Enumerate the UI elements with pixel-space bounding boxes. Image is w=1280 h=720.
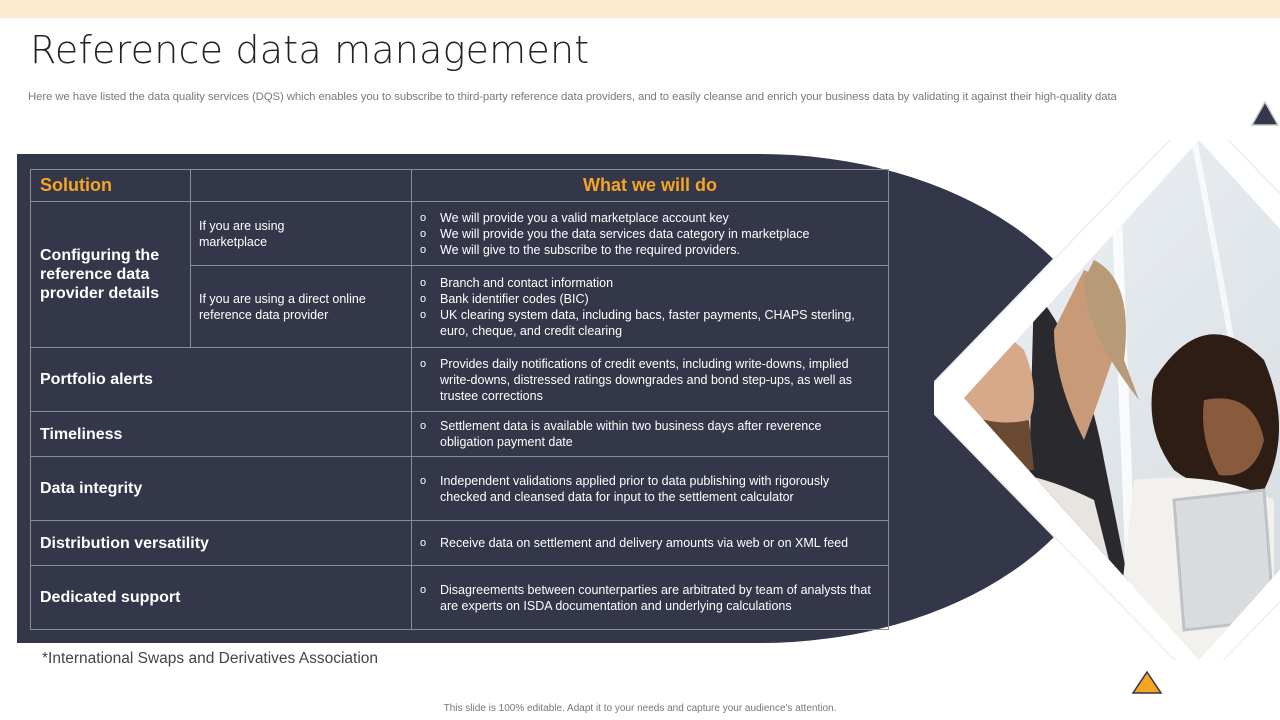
photo-diamond-frame <box>934 140 1280 660</box>
sub-direct-provider-label: If you are using a direct online reference data provider <box>199 291 366 322</box>
sub-marketplace <box>191 202 412 266</box>
slide-footer: This slide is 100% editable. Adapt it to your needs and capture your audience's attention. <box>443 703 837 714</box>
list-item: o Settlement data is available within two business days after reverence obligation payment date <box>420 418 878 450</box>
table-row <box>31 457 889 521</box>
list-item: o We will give to the subscribe to the required providers. <box>420 242 878 258</box>
list-item: o We will provide you a valid marketplace account key <box>420 210 878 226</box>
actions-distribution-versatility <box>412 521 889 566</box>
solution-configuring: Configuring the reference data provider details <box>31 202 191 348</box>
actions-timeliness <box>412 412 889 457</box>
footnote: *International Swaps and Derivatives Association <box>42 650 379 667</box>
reference-data-table <box>30 169 889 630</box>
table-row <box>31 521 889 566</box>
header-what-we-will-do: What we will do <box>412 170 889 202</box>
page-title: Reference data management <box>30 28 590 72</box>
sub-direct-provider <box>191 266 412 348</box>
list-item: o Independent validations applied prior to data publishing with rigorously checked and cleansed data for input to the settlement calculator <box>420 473 878 505</box>
table-row <box>31 412 889 457</box>
list-item: o Provides daily notifications of credit events, including write-downs, implied write-downs, distressed ratings downgrades and bond step-ups, as well as trustee corrections <box>420 356 878 404</box>
list-item: o Branch and contact information <box>420 275 878 291</box>
list-item: o Disagreements between counterparties are arbitrated by team of analysts that are experts on ISDA documentation and underlying calculations <box>420 582 878 614</box>
actions-marketplace <box>412 202 889 266</box>
header-blank <box>191 170 412 202</box>
actions-direct-provider <box>412 266 889 348</box>
solution-dedicated-support: Dedicated support <box>31 566 412 630</box>
list-item: o We will provide you the data services data category in marketplace <box>420 226 878 242</box>
actions-dedicated-support <box>412 566 889 630</box>
header-solution: Solution <box>31 170 191 202</box>
solution-distribution-versatility: Distribution versatility <box>31 521 412 566</box>
table-row <box>31 566 889 630</box>
table-row <box>31 348 889 412</box>
page-subtitle: Here we have listed the data quality services (DQS) which enables you to subscribe to third-party reference data providers, and to easily cleanse and enrich your business data by validating it against their high-quality data <box>28 91 1117 103</box>
sub-marketplace-label: If you are using marketplace <box>199 218 285 249</box>
solution-portfolio-alerts: Portfolio alerts <box>31 348 412 412</box>
table-row <box>31 202 889 266</box>
list-item: o Receive data on settlement and delivery amounts via web or on XML feed <box>420 535 878 551</box>
actions-data-integrity <box>412 457 889 521</box>
triangle-decoration-icon <box>1250 100 1280 128</box>
warning-triangle-icon <box>1131 670 1163 696</box>
solution-timeliness: Timeliness <box>31 412 412 457</box>
actions-portfolio-alerts <box>412 348 889 412</box>
list-item: o Bank identifier codes (BIC) <box>420 291 878 307</box>
table-header-row <box>31 170 889 202</box>
team-photo <box>934 140 1280 660</box>
list-item: o UK clearing system data, including bacs, faster payments, CHAPS sterling, euro, cheque, and credit clearing <box>420 307 878 339</box>
solution-data-integrity: Data integrity <box>31 457 412 521</box>
top-accent-bar <box>0 0 1280 18</box>
